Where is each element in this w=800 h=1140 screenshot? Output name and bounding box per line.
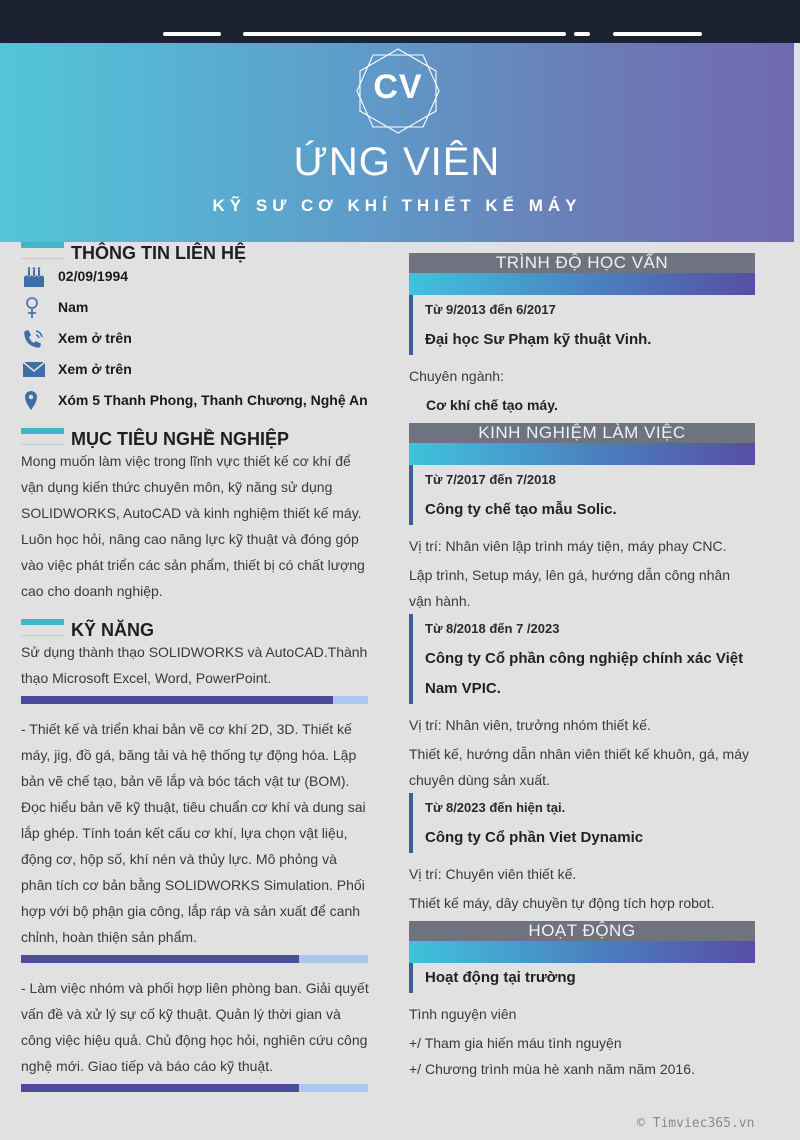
activity-line: Tình nguyện viên xyxy=(409,1006,517,1022)
map-pin-icon xyxy=(21,390,47,412)
section-accent-bar xyxy=(21,242,64,248)
contact-phone xyxy=(21,328,368,352)
contact-text: Xem ở trên xyxy=(58,330,132,346)
nav-item[interactable] xyxy=(243,32,566,36)
major-label: Chuyên ngành: xyxy=(409,368,504,384)
contact-text: Xóm 5 Thanh Phong, Thanh Chương, Nghệ An xyxy=(58,392,368,408)
section-header-objective xyxy=(21,428,368,450)
skill-text: - Thiết kế và triển khai bản vẽ cơ khí 2D, 3D. Thiết kế máy, jig, đồ gá, băng tải và hệ thống tự động hóa. Lập bản vẽ chế tạo, bản vẽ lắp và bóc tách vật tư (BOM). Đọc hiểu bản vẽ kỹ thuật, tiêu chuẩn cơ khí và dung sai lắp ghép. Tính toán kết cấu cơ khí, lựa chọn vật liệu, động cơ, hộp số, khí nén và thủy lực. Mô phỏng và phân tích cơ bản bằng SOLIDWORKS Simulation. Phối hợp với bộ phận gia công, lắp ráp và sản xuất để canh chỉnh, hoàn thiện sản phẩm. xyxy=(21,721,366,945)
section-divider xyxy=(21,444,64,445)
skill-level-fill xyxy=(21,696,333,704)
job-position: Vị trí: Nhân viên lập trình máy tiện, máy phay CNC. xyxy=(409,538,727,554)
skill-level-fill xyxy=(21,955,299,963)
entry-name: Đại học Sư Phạm kỹ thuật Vinh. xyxy=(425,331,652,348)
entry-date: Từ 8/2023 đến hiện tại. xyxy=(425,800,566,815)
entry-name: Công ty Cổ phần Viet Dynamic xyxy=(425,829,644,846)
nav-item[interactable] xyxy=(163,32,221,36)
skill-level-fill xyxy=(21,1084,299,1092)
cv-header-banner xyxy=(0,43,794,242)
nav-item[interactable] xyxy=(613,32,702,36)
section-title: KỸ NĂNG xyxy=(71,620,155,640)
section-header-contact xyxy=(21,242,368,264)
nav-item[interactable] xyxy=(574,32,590,36)
section-accent-bar xyxy=(21,619,64,625)
section-header-activities xyxy=(409,921,755,963)
activity-line: +/ Chương trình mùa hè xanh năm năm 2016. xyxy=(409,1061,695,1077)
birthday-cake-icon xyxy=(21,266,47,288)
contact-text: 02/09/1994 xyxy=(58,268,129,284)
footer-watermark: © Timviec365.vn xyxy=(637,1116,755,1131)
contact-text: Nam xyxy=(58,299,89,315)
contact-email xyxy=(21,359,368,383)
section-title: THÔNG TIN LIÊN HỆ xyxy=(71,243,246,263)
phone-icon xyxy=(21,328,47,350)
job-position: Vị trí: Chuyên viên thiết kế. xyxy=(409,866,577,882)
entry-name: Công ty chế tạo mẫu Solic. xyxy=(425,501,617,518)
top-nav-bar xyxy=(0,0,800,43)
skill-level-bar xyxy=(21,955,368,963)
entry-date: Từ 8/2018 đến 7 /2023 xyxy=(425,621,560,636)
section-header-gradient xyxy=(409,443,755,465)
entry-name: Công ty Cổ phần công nghiệp chính xác Việt Nam VPIC. xyxy=(425,650,744,697)
skill-level-bar xyxy=(21,1084,368,1092)
job-entry xyxy=(409,793,755,853)
section-title: HOẠT ĐỘNG xyxy=(528,921,636,940)
activity-line: +/ Tham gia hiến máu tình nguyện xyxy=(409,1035,622,1051)
job-description: Thiết kế, hướng dẫn nhân viên thiết kế khuôn, gá, máy chuyên dùng sản xuất. xyxy=(409,746,749,788)
section-divider xyxy=(21,635,64,636)
education-entry xyxy=(409,295,755,355)
gender-female-icon xyxy=(21,297,47,319)
objective-text: Mong muốn làm việc trong lĩnh vực thiết kế cơ khí để vận dụng kiến thức chuyên môn, kỹ năng sử dụng SOLIDWORKS, AutoCAD và kinh nghiệm thiết kế máy. Luôn học hỏi, nâng cao năng lực kỹ thuật và đóng góp vào việc phát triển các sản phẩm, thiết bị có chất lượng cao cho doanh nghiệp. xyxy=(21,453,365,599)
job-entry xyxy=(409,614,755,704)
major-value: Cơ khí chế tạo máy. xyxy=(426,397,558,413)
job-title: KỸ SƯ CƠ KHÍ THIẾT KẾ MÁY xyxy=(212,196,582,215)
activity-entry xyxy=(409,963,755,993)
section-title: TRÌNH ĐỘ HỌC VẤN xyxy=(495,253,669,272)
section-header-gradient xyxy=(409,273,755,295)
cv-badge-text: CV xyxy=(373,68,423,106)
contact-address xyxy=(21,390,368,414)
contact-birthday xyxy=(21,266,368,290)
section-accent-bar xyxy=(21,428,64,434)
section-header-gradient xyxy=(409,941,755,963)
job-position: Vị trí: Nhân viên, trưởng nhóm thiết kế. xyxy=(409,717,651,733)
section-header-skills xyxy=(21,619,368,641)
contact-text: Xem ở trên xyxy=(58,361,132,377)
section-header-education xyxy=(409,253,755,295)
entry-date: Từ 9/2013 đến 6/2017 xyxy=(425,302,556,317)
job-entry xyxy=(409,465,755,525)
skill-text: - Làm việc nhóm và phối hợp liên phòng ban. Giải quyết vấn đề và xử lý sự cố kỹ thuật. Quản lý thời gian và công việc hiệu quả. Chủ động học hỏi, nghiên cứu công nghệ mới. Giao tiếp và báo cáo kỹ thuật. xyxy=(21,980,369,1074)
entry-name: Hoạt động tại trường xyxy=(425,969,576,986)
candidate-name: ỨNG VIÊN xyxy=(293,140,501,184)
envelope-icon xyxy=(21,359,47,381)
skill-level-bar xyxy=(21,696,368,704)
skill-text: Sử dụng thành thạo SOLIDWORKS và AutoCAD.Thành thạo Microsoft Excel, Word, PowerPoint. xyxy=(21,644,368,686)
section-title: MỤC TIÊU NGHỀ NGHIỆP xyxy=(71,429,290,449)
section-divider xyxy=(21,258,64,259)
section-header-experience xyxy=(409,423,755,465)
section-title: KINH NGHIỆM LÀM VIỆC xyxy=(478,423,686,442)
job-description: Lập trình, Setup máy, lên gá, hướng dẫn công nhân vận hành. xyxy=(409,567,731,609)
entry-date: Từ 7/2017 đến 7/2018 xyxy=(425,472,556,487)
contact-gender xyxy=(21,297,368,321)
job-description: Thiết kế máy, dây chuyền tự động tích hợp robot. xyxy=(409,895,715,911)
